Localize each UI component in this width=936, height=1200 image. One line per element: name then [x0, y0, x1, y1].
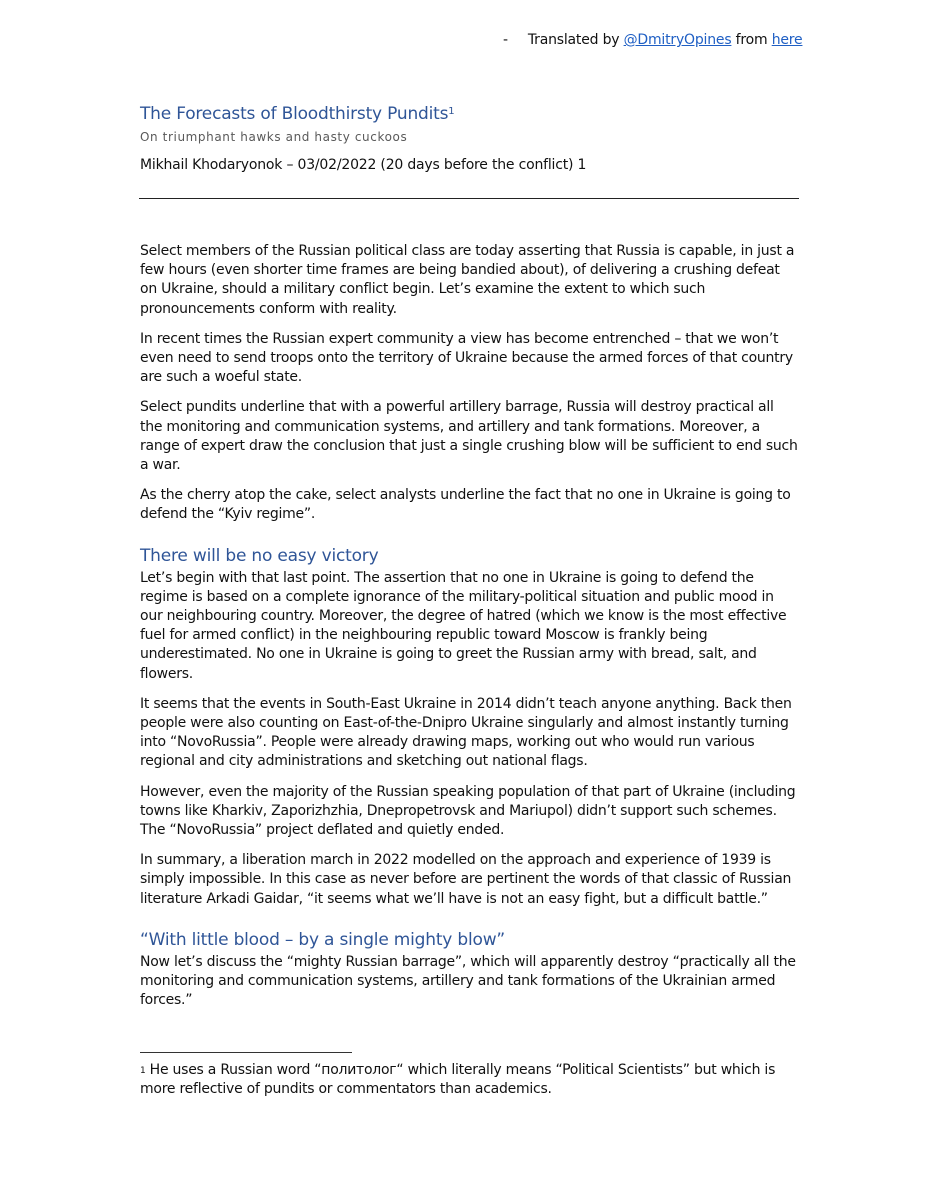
title-divider	[139, 198, 799, 199]
header-dash: -	[503, 32, 508, 48]
author-line: Mikhail Khodaryonok – 03/02/2022 (20 days before the conflict) 1	[140, 157, 587, 173]
document-subtitle: On triumphant hawks and hasty cuckoos	[140, 130, 408, 144]
document-title-text: The Forecasts of Bloodthirsty Pundits	[140, 104, 449, 124]
translation-credit	[503, 31, 802, 49]
source-link[interactable]: here	[771, 32, 803, 48]
section1-paragraph-4: In summary, a liberation march in 2022 modelled on the approach and experience of 1939 is simply impossible. In this case as never before are pertinent the words of that classic of Russian literature Arkadi Gaidar, “it seems what we’ll have is not an easy fight, but a difficult battle.”	[140, 852, 792, 907]
footnote-mark: 1	[140, 1066, 146, 1076]
title-footnote-mark[interactable]: 1	[448, 106, 455, 117]
section-heading-mighty-blow: “With little blood – by a single mighty blow”	[140, 929, 506, 950]
section1-paragraph-3: However, even the majority of the Russian speaking population of that part of Ukraine (including towns like Kharkiv, Zaporizhzhia, Dnepropetrovsk and Mariupol) didn’t support such schemes. The “NovoRussia” project deflated and quietly ended.	[140, 783, 796, 839]
section1-paragraph-1: Let’s begin with that last point. The assertion that no one in Ukraine is going to defend the regime is based on a complete ignorance of the military-political situation and public mood in our neighbouring country. Moreover, the degree of hatred (which we know is the most effective fuel for armed conflict) in the neighbouring republic toward Moscow is frankly being underestimated. No one in Ukraine is going to greet the Russian army with bread, salt, and flowers.	[140, 569, 787, 682]
translator-link[interactable]: @DmitryOpines	[623, 32, 732, 48]
article-body	[140, 242, 800, 1022]
section-heading-no-easy-victory: There will be no easy victory	[140, 545, 379, 566]
translated-by-label: Translated by	[527, 32, 624, 48]
footnote-text: He uses a Russian word “политолог“ which literally means “Political Scientists” but which is more reflective of pundits or commentators than academics.	[140, 1062, 776, 1097]
footnote-separator	[140, 1052, 352, 1053]
intro-paragraph-3: Select pundits underline that with a powerful artillery barrage, Russia will destroy practical all the monitoring and communication systems, and artillery and tank formations. Moreover, a range of expert draw the conclusion that just a single crushing blow will be sufficient to end such a war.	[140, 399, 798, 474]
document-title	[140, 103, 800, 125]
section1-paragraph-2: It seems that the events in South-East Ukraine in 2014 didn’t teach anyone anything. Back then people were also counting on East-of-the-Dnipro Ukraine singularly and almost instantly turning into “NovoRussia”. People were already drawing maps, working out who would run various regional and city administrations and sketching out national flags.	[140, 695, 792, 770]
title-block	[140, 103, 800, 174]
from-label: from	[731, 32, 772, 48]
intro-paragraph-1: Select members of the Russian political class are today asserting that Russia is capable, in just a few hours (even shorter time frames are being bandied about), of delivering a crushing defeat on Ukraine, should a military conflict begin. Let’s examine the extent to which such pronouncements conform with reality.	[140, 243, 795, 317]
intro-paragraph-2: In recent times the Russian expert community a view has become entrenched – that we won’t even need to send troops onto the territory of Ukraine because the armed forces of that country are such a woeful state.	[140, 330, 793, 386]
intro-paragraph-4: As the cherry atop the cake, select analysts underline the fact that no one in Ukraine is going to defend the “Kyiv regime”.	[140, 487, 791, 523]
section2-paragraph-1: Now let’s discuss the “mighty Russian barrage”, which will apparently destroy “practically all the monitoring and communication systems, artillery and tank formations of the Ukrainian armed forces.”	[140, 953, 796, 1009]
footnote	[140, 1061, 802, 1099]
